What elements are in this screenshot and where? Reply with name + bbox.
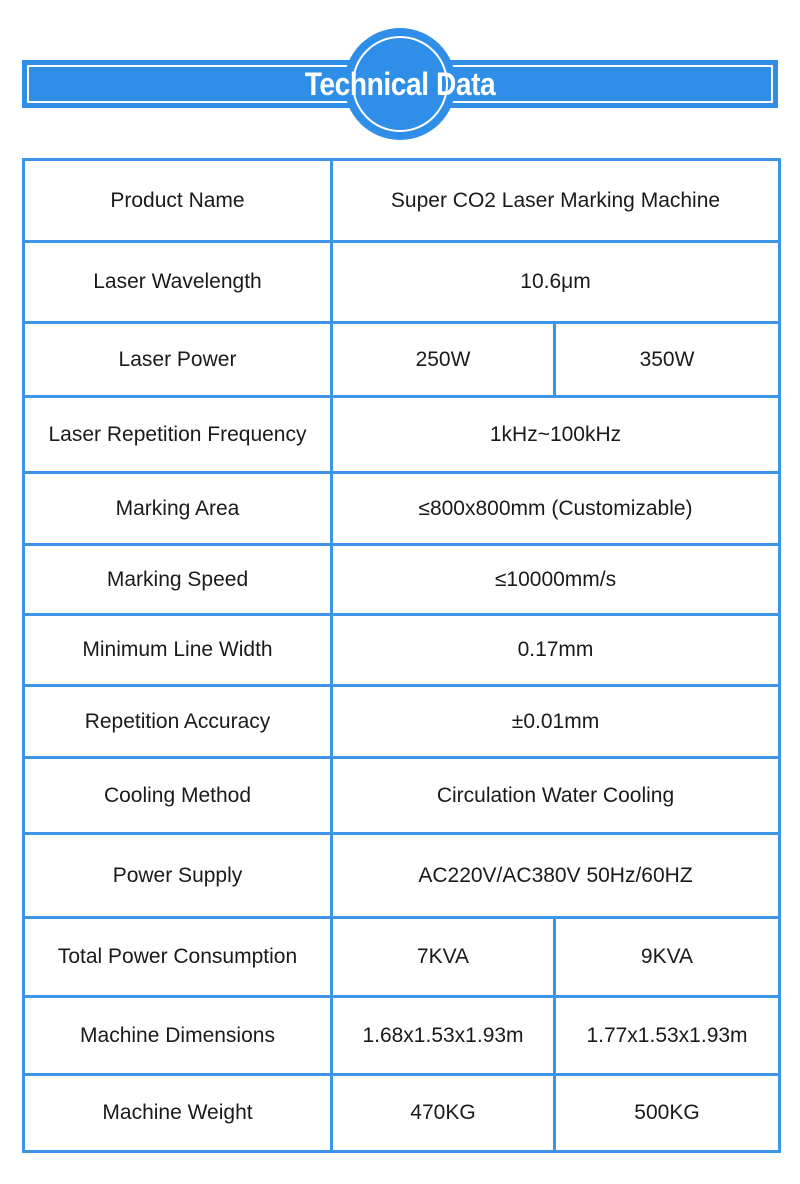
spec-value-a: 470KG xyxy=(332,1075,555,1152)
spec-value-a: 250W xyxy=(332,323,555,397)
spec-value: AC220V/AC380V 50Hz/60HZ xyxy=(332,834,780,918)
spec-label: Cooling Method xyxy=(24,758,332,834)
spec-value-b: 9KVA xyxy=(555,918,780,997)
spec-row-cooling-method xyxy=(24,758,780,834)
spec-value-b: 350W xyxy=(555,323,780,397)
spec-value: 10.6μm xyxy=(332,242,780,323)
spec-value-a: 1.68x1.53x1.93m xyxy=(332,997,555,1075)
spec-row-marking-speed xyxy=(24,545,780,615)
spec-row-total-power xyxy=(24,918,780,997)
spec-label: Repetition Accuracy xyxy=(24,686,332,758)
spec-row-machine-weight xyxy=(24,1075,780,1152)
spec-label: Minimum Line Width xyxy=(24,615,332,686)
section-banner xyxy=(0,0,800,140)
spec-value: 0.17mm xyxy=(332,615,780,686)
spec-table xyxy=(22,158,781,1153)
spec-value: ≤800x800mm (Customizable) xyxy=(332,473,780,545)
spec-label: Marking Speed xyxy=(24,545,332,615)
spec-value: ±0.01mm xyxy=(332,686,780,758)
spec-label: Marking Area xyxy=(24,473,332,545)
spec-row-power-supply xyxy=(24,834,780,918)
spec-label: Product Name xyxy=(24,160,332,242)
spec-row-laser-wavelength xyxy=(24,242,780,323)
spec-label: Laser Power xyxy=(24,323,332,397)
spec-row-repetition-frequency xyxy=(24,397,780,473)
spec-value-a: 7KVA xyxy=(332,918,555,997)
page-title: Technical Data xyxy=(304,66,496,102)
spec-label: Machine Dimensions xyxy=(24,997,332,1075)
spec-row-machine-dimensions xyxy=(24,997,780,1075)
spec-value-b: 500KG xyxy=(555,1075,780,1152)
spec-value-b: 1.77x1.53x1.93m xyxy=(555,997,780,1075)
spec-value: Super CO2 Laser Marking Machine xyxy=(332,160,780,242)
spec-row-min-line-width xyxy=(24,615,780,686)
spec-label: Power Supply xyxy=(24,834,332,918)
spec-row-repetition-accuracy xyxy=(24,686,780,758)
spec-value: ≤10000mm/s xyxy=(332,545,780,615)
spec-label: Laser Wavelength xyxy=(24,242,332,323)
spec-value: Circulation Water Cooling xyxy=(332,758,780,834)
spec-value: 1kHz~100kHz xyxy=(332,397,780,473)
spec-label: Laser Repetition Frequency xyxy=(24,397,332,473)
spec-row-product-name xyxy=(24,160,780,242)
spec-row-laser-power xyxy=(24,323,780,397)
spec-label: Machine Weight xyxy=(24,1075,332,1152)
spec-label: Total Power Consumption xyxy=(24,918,332,997)
spec-row-marking-area xyxy=(24,473,780,545)
